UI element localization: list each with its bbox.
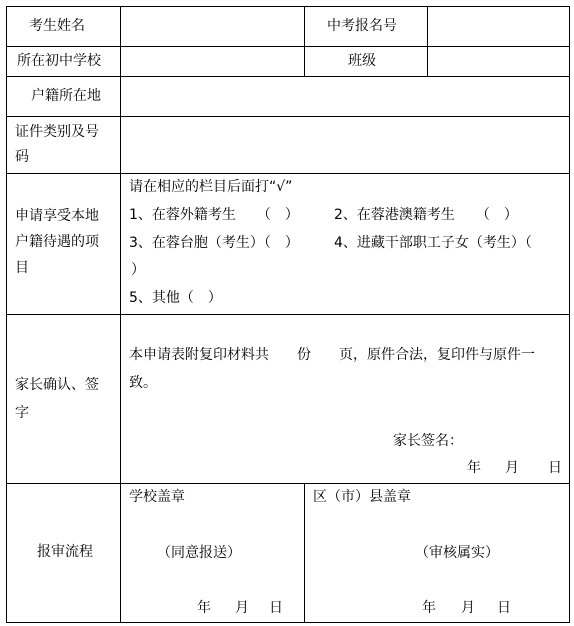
district-stamp-note: （审核属实） xyxy=(415,545,499,561)
class-field[interactable] xyxy=(427,46,570,77)
district-stamp-cell xyxy=(304,483,570,623)
class-label: 班级 xyxy=(348,53,376,69)
exam-no-label: 中考报名号 xyxy=(327,18,397,34)
parent-date-year[interactable]: 年 xyxy=(467,460,481,476)
review-label: 报审流程 xyxy=(37,544,93,560)
district-date-day[interactable]: 日 xyxy=(497,600,511,616)
school-stamp-title: 学校盖章 xyxy=(129,489,185,505)
school-date-year[interactable]: 年 xyxy=(197,600,211,616)
eligibility-label-line1: 申请享受本地 xyxy=(15,208,99,224)
parent-date-day[interactable]: 日 xyxy=(548,460,562,476)
hukou-field[interactable] xyxy=(120,76,570,117)
school-stamp-cell xyxy=(120,483,305,623)
district-date-month[interactable]: 月 xyxy=(461,600,475,616)
eligibility-options-cell xyxy=(120,173,570,315)
id-field[interactable] xyxy=(120,116,570,174)
eligibility-label-line2: 户籍待遇的项 xyxy=(15,234,99,250)
parent-date-month[interactable]: 月 xyxy=(505,460,519,476)
school-date-month[interactable]: 月 xyxy=(235,600,249,616)
option-tibet[interactable]: 4、进藏干部职工子女（考生）（ xyxy=(334,235,532,251)
school-label: 所在初中学校 xyxy=(17,53,101,69)
school-field[interactable] xyxy=(120,46,305,77)
id-label-cell xyxy=(6,116,121,174)
school-stamp-note: （同意报送） xyxy=(157,545,241,561)
id-label-line1: 证件类别及号 xyxy=(15,124,99,140)
parent-label-cell xyxy=(6,314,121,484)
name-label-cell xyxy=(6,6,121,47)
parent-statement-line1: 本申请表附复印材料共 份 页，原件合法，复印件与原件一 xyxy=(129,347,535,363)
name-label: 考生姓名 xyxy=(29,18,85,34)
review-label-cell xyxy=(6,483,121,623)
option-tibet-cont: ） xyxy=(131,262,145,278)
id-label-line2: 码 xyxy=(15,149,29,165)
parent-confirm-cell xyxy=(120,314,570,484)
parent-statement-line2: 致。 xyxy=(129,375,157,391)
district-date-year[interactable]: 年 xyxy=(422,600,436,616)
hukou-label: 户籍所在地 xyxy=(31,88,101,104)
school-label-cell xyxy=(6,46,121,77)
eligibility-label-line3: 目 xyxy=(15,260,29,276)
name-field[interactable] xyxy=(120,6,305,47)
eligibility-instruction: 请在相应的栏目后面打“√” xyxy=(129,179,293,195)
parent-label-line2: 字 xyxy=(15,405,29,421)
option-taiwan[interactable]: 3、在蓉台胞（考生）（ ） xyxy=(129,235,299,251)
exam-no-field[interactable] xyxy=(427,6,570,47)
eligibility-label-cell xyxy=(6,173,121,315)
hukou-label-cell xyxy=(6,76,121,117)
class-label-cell xyxy=(304,46,428,77)
school-date-day[interactable]: 日 xyxy=(269,600,283,616)
option-other[interactable]: 5、其他（ ） xyxy=(129,290,222,306)
option-foreign[interactable]: 1、在蓉外籍考生 （ ） xyxy=(129,207,299,223)
district-stamp-title: 区（市）县盖章 xyxy=(313,489,411,505)
parent-signature-label[interactable]: 家长签名： xyxy=(393,433,463,449)
exam-no-label-cell xyxy=(304,6,428,47)
option-hk-macau[interactable]: 2、在蓉港澳籍考生 （ ） xyxy=(334,207,518,223)
parent-label-line1: 家长确认、签 xyxy=(15,377,99,393)
